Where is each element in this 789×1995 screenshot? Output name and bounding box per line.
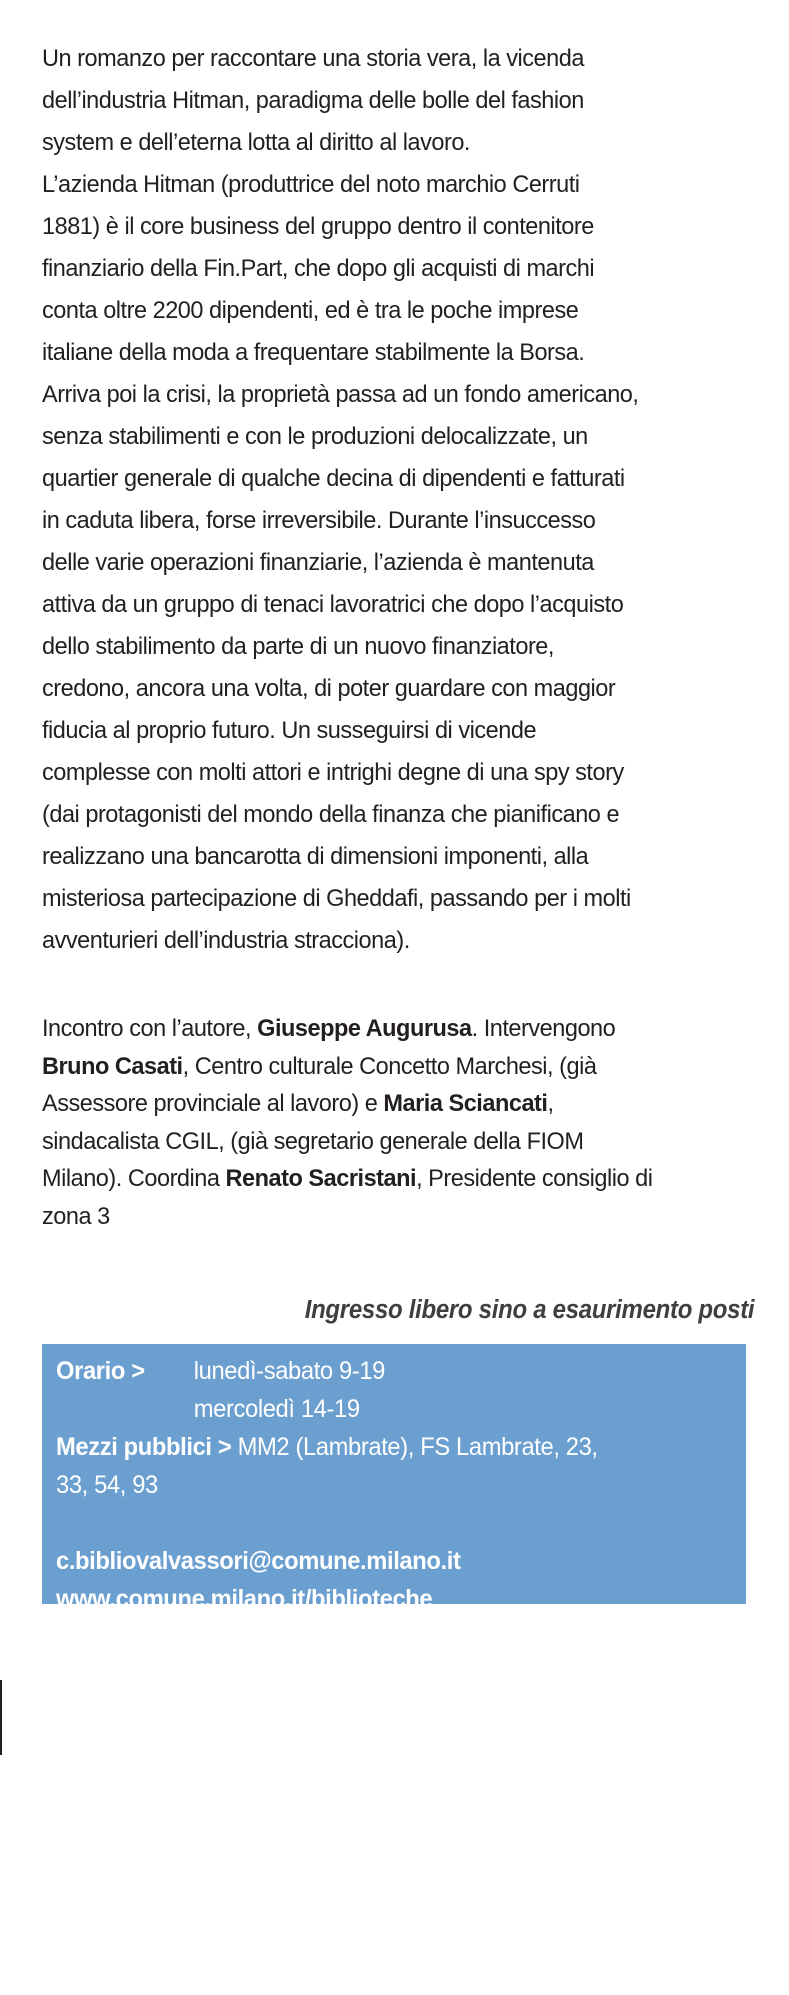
description-line: (dai protagonisti del mondo della finanza che pianificano e: [42, 801, 620, 828]
description-line: realizzano una bancarotta di dimensioni imponenti, alla: [42, 843, 589, 870]
description-line: finanziario della Fin.Part, che dopo gli acquisti di marchi: [42, 255, 595, 282]
author-name: Giuseppe Augurusa: [257, 1015, 472, 1042]
description-line: 1881) è il core business del gruppo dentro il contenitore: [42, 213, 594, 240]
description-line: delle varie operazioni finanziarie, l’azienda è mantenuta: [42, 549, 594, 576]
description-line: misteriosa partecipazione di Gheddafi, passando per i molti: [42, 885, 631, 912]
website-link[interactable]: www.comune.milano.it/biblioteche: [56, 1585, 433, 1613]
event-line: Assessore provinciale al lavoro) e Maria Sciancati,: [42, 1090, 554, 1117]
event-line: Milano). Coordina Renato Sacristani, Presidente consiglio di: [42, 1165, 653, 1192]
description-line: dello stabilimento da parte di un nuovo finanziatore,: [42, 633, 554, 660]
hours-label: Orario >: [56, 1357, 145, 1385]
transport-row: [56, 1428, 740, 1466]
hours-row: [56, 1390, 740, 1428]
description-line: dell’industria Hitman, paradigma delle bolle del fashion: [42, 87, 584, 114]
event-details: [42, 1010, 754, 1235]
flyer-page: [42, 38, 754, 1613]
crop-mark: [0, 1680, 2, 1755]
transport-label: Mezzi pubblici >: [56, 1433, 232, 1461]
hours-weekdays: lunedì-sabato 9-19: [193, 1357, 385, 1385]
description-line: quartier generale di qualche decina di dipendenti e fatturati: [42, 465, 625, 492]
description-line: italiane della moda a frequentare stabilmente la Borsa.: [42, 339, 585, 366]
free-entry-notice: Ingresso libero sino a esaurimento posti: [304, 1296, 754, 1324]
description-line: credono, ancora una volta, di poter guardare con maggior: [42, 675, 616, 702]
description-line: conta oltre 2200 dipendenti, ed è tra le poche imprese: [42, 297, 579, 324]
hours-wednesday: mercoledì 14-19: [193, 1395, 360, 1423]
description-line: complesse con molti attori e intrighi degne di una spy story: [42, 759, 624, 786]
transport-value: MM2 (Lambrate), FS Lambrate, 23,: [231, 1433, 598, 1461]
speaker-name: Bruno Casati: [42, 1052, 183, 1080]
description-line: Un romanzo per raccontare una storia vera, la vicenda: [42, 45, 584, 72]
speaker-name: Maria Sciancati: [383, 1090, 548, 1117]
moderator-name: Renato Sacristani: [225, 1165, 417, 1192]
description-line: attiva da un gruppo di tenaci lavoratrici che dopo l’acquisto: [42, 591, 624, 618]
event-line: sindacalista CGIL, (già segretario generale della FIOM: [42, 1127, 584, 1155]
event-line: zona 3: [42, 1202, 110, 1230]
email-link[interactable]: c.bibliovalvassori@comune.milano.it: [56, 1547, 461, 1575]
hours-row: [56, 1352, 740, 1390]
description-line: fiducia al proprio futuro. Un susseguirsi di vicende: [42, 717, 537, 744]
spacer: [56, 1504, 740, 1542]
description-line: in caduta libera, forse irreversibile. Durante l’insuccesso: [42, 507, 596, 534]
description-line: senza stabilimenti e con le produzioni delocalizzate, un: [42, 423, 588, 450]
description-line: avventurieri dell’industria stracciona).: [42, 927, 410, 954]
book-description: [42, 38, 754, 962]
transport-row: 33, 54, 93: [56, 1471, 158, 1499]
info-box: [42, 1344, 746, 1613]
description-line: system e dell’eterna lotta al diritto al lavoro.: [42, 129, 470, 156]
event-line: Bruno Casati, Centro culturale Concetto Marchesi, (già: [42, 1052, 597, 1080]
info-content: [56, 1352, 740, 1618]
description-line: L’azienda Hitman (produttrice del noto marchio Cerruti: [42, 171, 580, 198]
description-line: Arriva poi la crisi, la proprietà passa ad un fondo americano,: [42, 381, 639, 408]
event-line: Incontro con l’autore, Giuseppe Augurusa. Intervengono: [42, 1015, 616, 1042]
